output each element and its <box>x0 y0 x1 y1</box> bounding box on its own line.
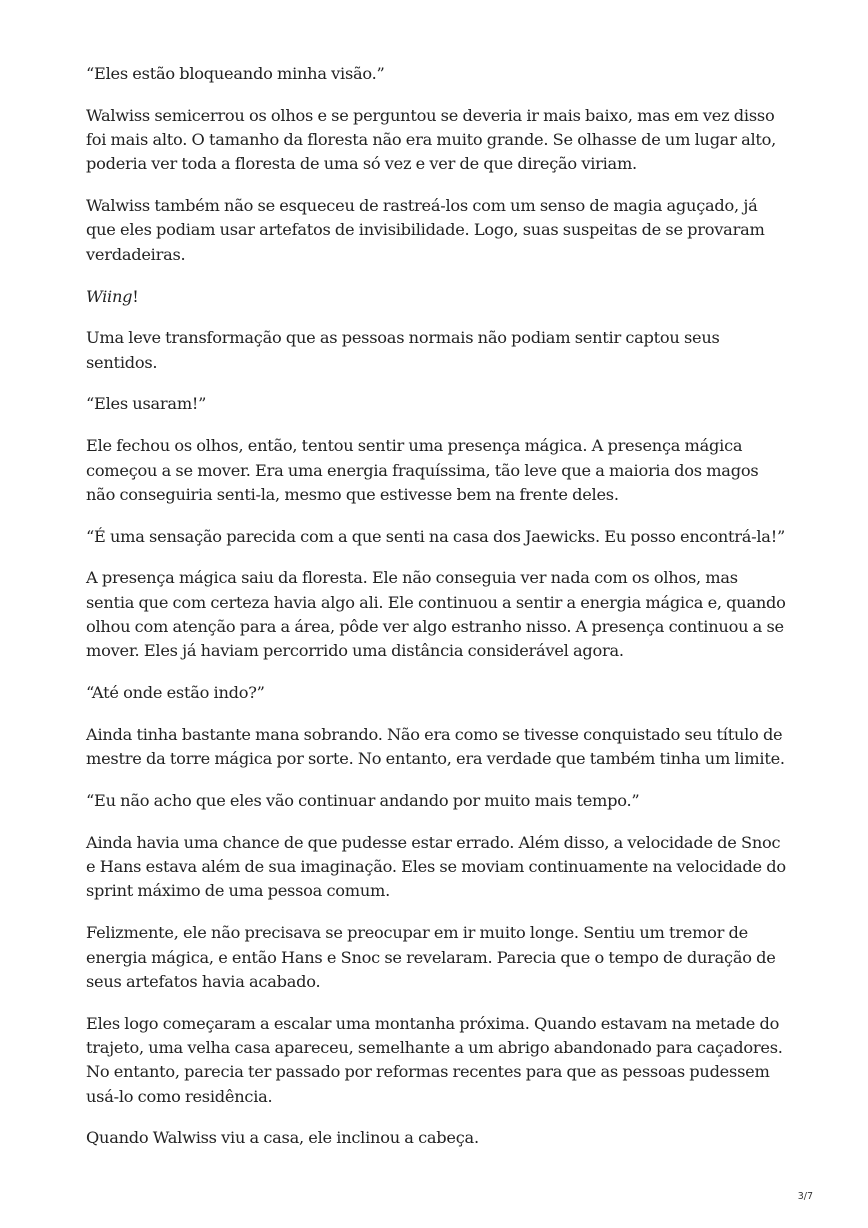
paragraph: “Eu não acho que eles vão continuar andando por muito mais tempo.” <box>86 791 640 811</box>
sound-effect: Wiing <box>86 286 133 306</box>
paragraph: Walwiss também não se esqueceu de rastreá-los com um senso de magia aguçado, já que eles podiam usar artefatos de invisibilidade. Logo, suas suspeitas de se provaram verdadeiras. <box>86 196 765 264</box>
paragraph: Walwiss semicerrou os olhos e se perguntou se deveria ir mais baixo, mas em vez disso foi mais alto. O tamanho da floresta não era muito grande. Se olhasse de um lugar alto, poderia ver toda a floresta de uma só vez e ver de que direção viriam. <box>86 105 777 174</box>
paragraph: Ele fechou os olhos, então, tentou sentir uma presença mágica. A presença mágica começou a se mover. Era uma energia fraquíssima, tão leve que a maioria dos magos não conseguiria senti-la, mesmo que estivesse bem na frente deles. <box>86 436 759 504</box>
paragraph: “É uma sensação parecida com a que senti na casa dos Jaewicks. Eu posso encontrá-la!” <box>86 526 785 546</box>
sound-effect-paragraph <box>86 285 786 309</box>
paragraph: A presença mágica saiu da floresta. Ele não conseguia ver nada com os olhos, mas sentia que com certeza havia algo ali. Ele continuou a sentir a energia mágica e, quando olhou com atenção para a área, pôde ver algo estranho nisso. A presença continuou a se mover. Eles já haviam percorrido uma distância considerável agora. <box>86 568 786 661</box>
sound-effect-suffix: ! <box>132 286 139 306</box>
paragraph: “Eles usaram!” <box>86 394 207 414</box>
paragraph: Quando Walwiss viu a casa, ele inclinou a cabeça. <box>86 1128 479 1148</box>
paragraph: Ainda havia uma chance de que pudesse estar errado. Além disso, a velocidade de Snoc e Hans estava além de sua imaginação. Eles se moviam continuamente na velocidade do sprint máximo de uma pessoa comum. <box>86 832 786 901</box>
paragraph: Felizmente, ele não precisava se preocupar em ir muito longe. Sentiu um tremor de energia mágica, e então Hans e Snoc se revelaram. Parecia que o tempo de duração de seus artefatos havia acabado. <box>86 923 776 991</box>
page-number: 3/7 <box>797 1191 813 1202</box>
paragraph: “Eles estão bloqueando minha visão.” <box>86 64 385 83</box>
document-page <box>86 62 786 1168</box>
paragraph: “Até onde estão indo?” <box>86 683 265 703</box>
paragraph: Uma leve transformação que as pessoas normais não podiam sentir captou seus sentidos. <box>86 328 720 372</box>
paragraph: Ainda tinha bastante mana sobrando. Não era como se tivesse conquistado seu título de mestre da torre mágica por sorte. No entanto, era verdade que também tinha um limite. <box>86 724 785 769</box>
paragraph: Eles logo começaram a escalar uma montanha próxima. Quando estavam na metade do trajeto, uma velha casa apareceu, semelhante a um abrigo abandonado para caçadores. No entanto, parecia ter passado por reformas recentes para que as pessoas pudessem usá-lo como residência. <box>86 1013 783 1106</box>
